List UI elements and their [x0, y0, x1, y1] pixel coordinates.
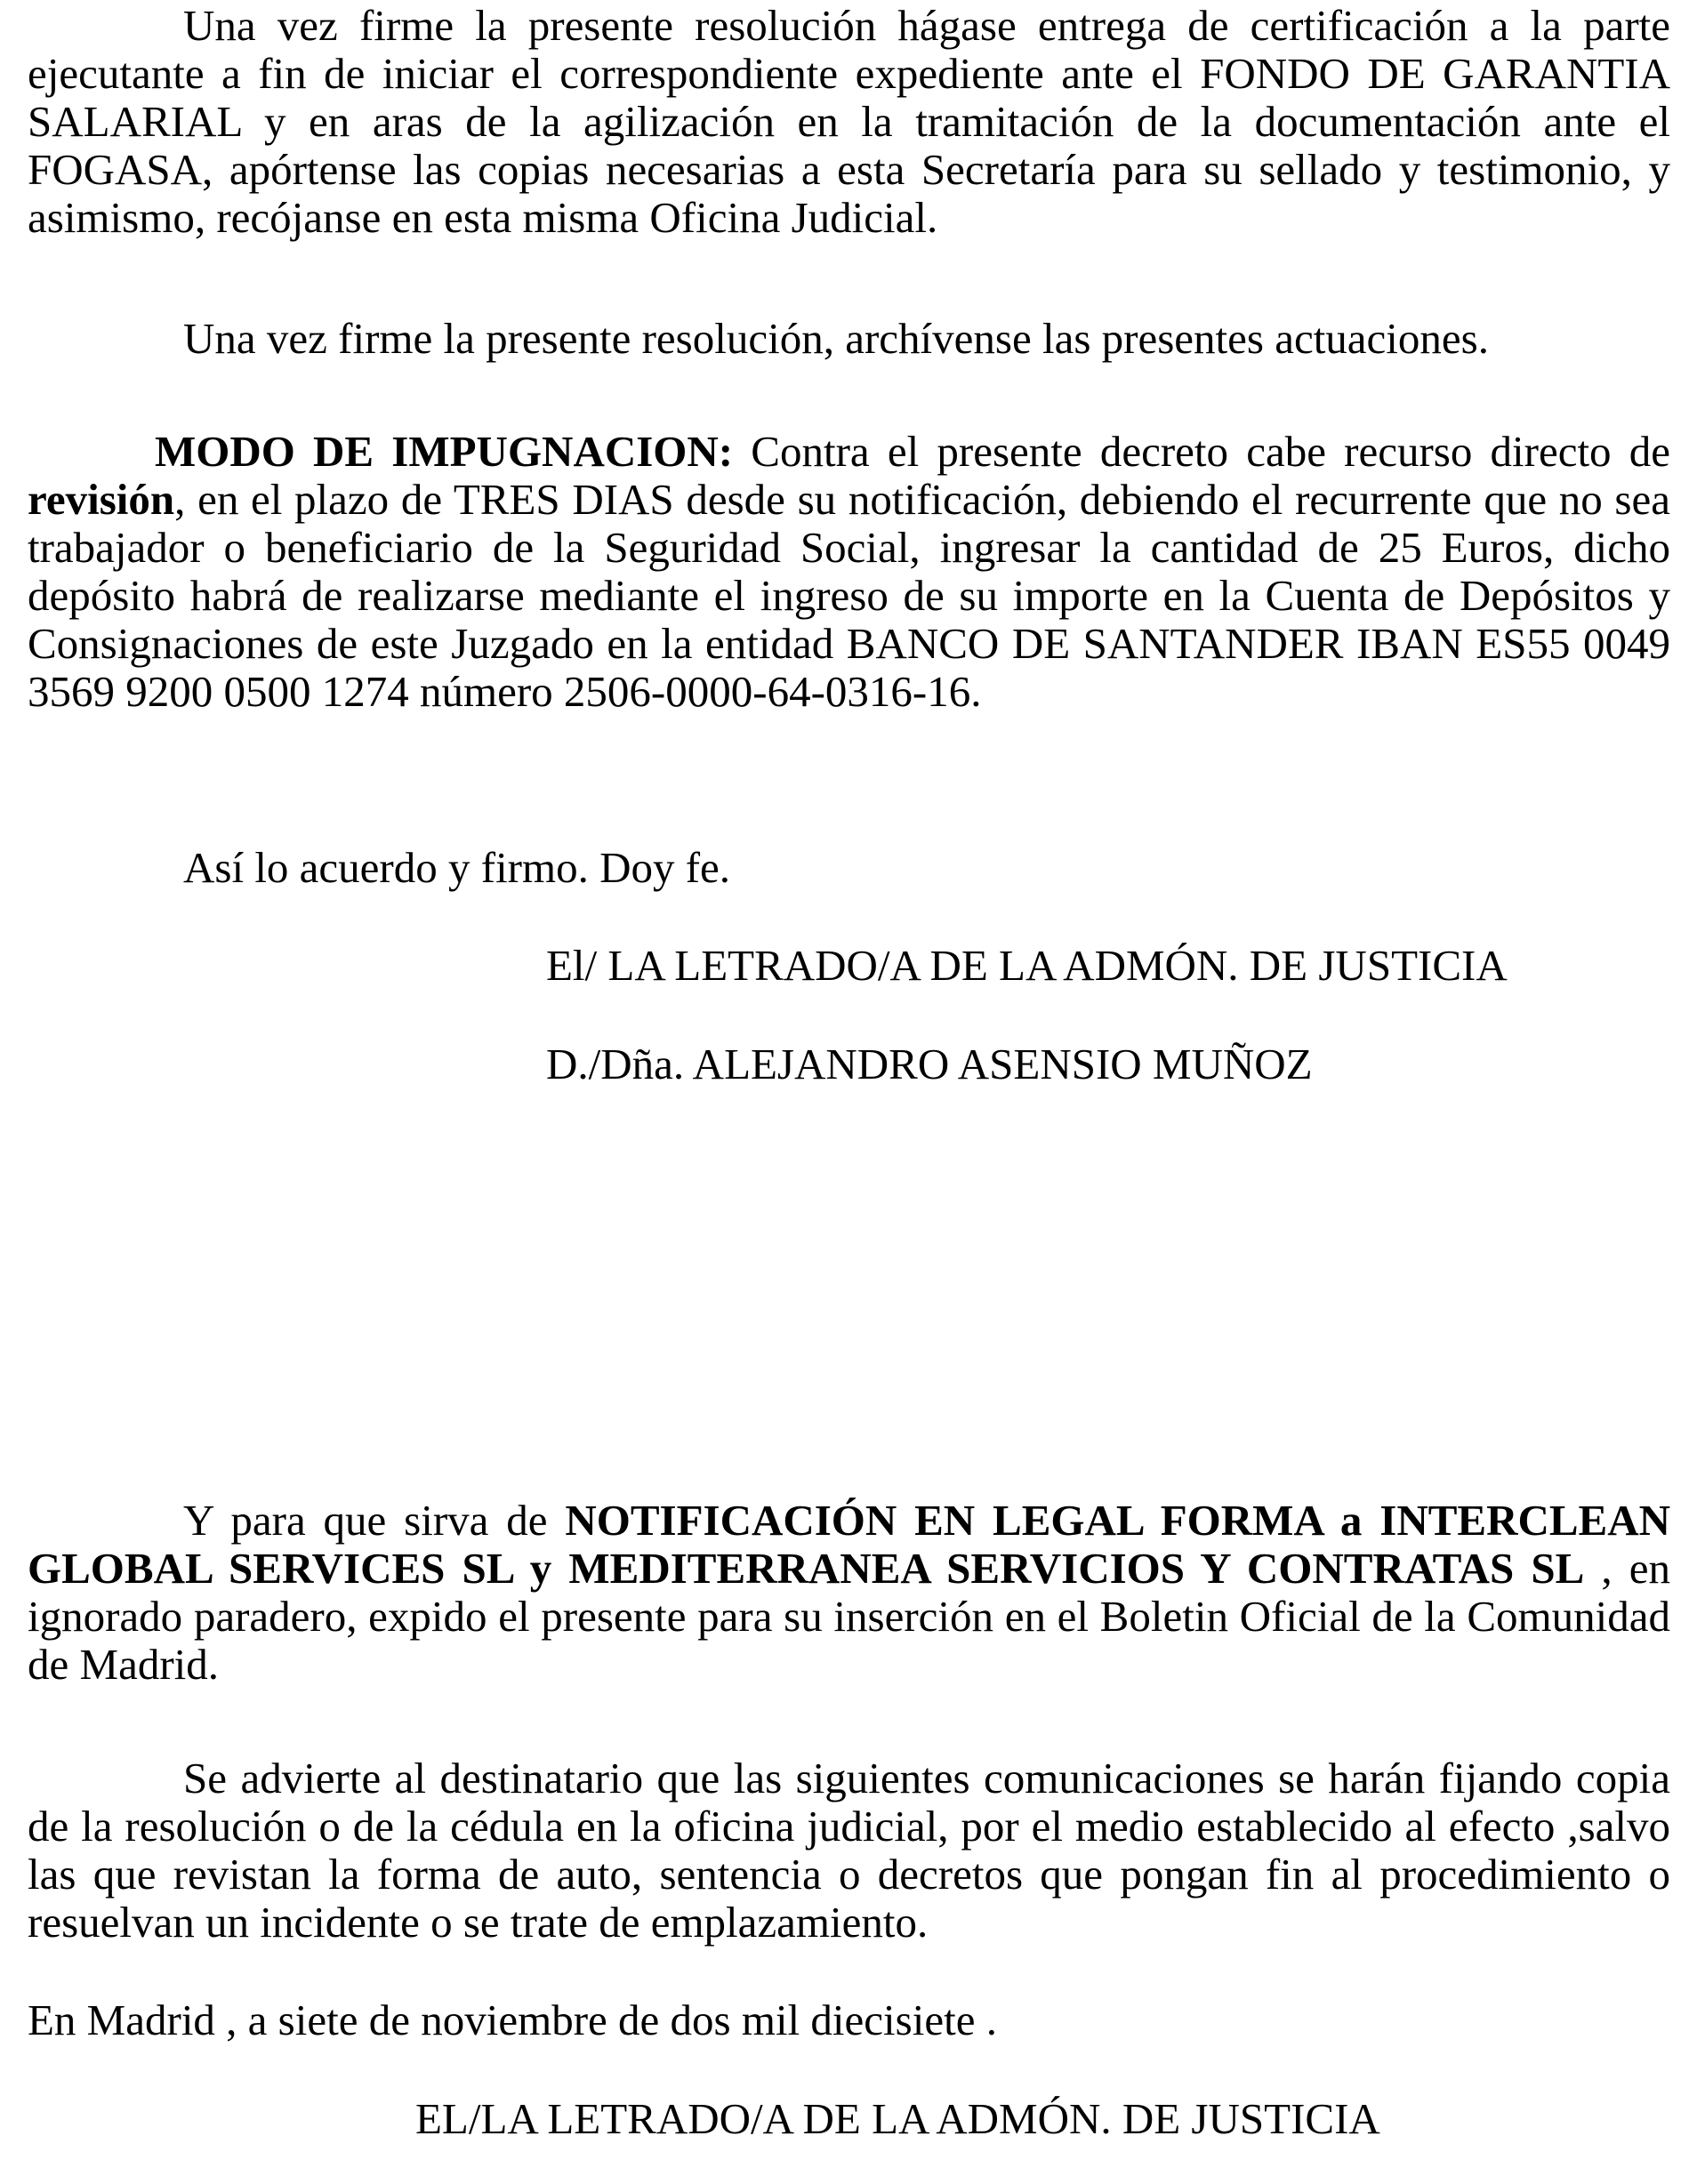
paragraph-fogasa-certification: Una vez firme la presente resolución hágase entrega de certificación a la parte ejecutante a fin de iniciar el correspondiente expediente ante el FONDO DE GARANTIA SALARIAL y en aras de la agilización en la tramitación de la documentación ante el FOGASA, apórtense las copias necesarias a esta Secretaría para su sellado y testimonio, y asimismo, recójanse en esta misma Oficina Judicial. — [28, 1, 1670, 242]
closing-statement: Así lo acuerdo y firmo. Doy fe. — [183, 843, 731, 892]
date-line: En Madrid , a siete de noviembre de dos mil diecisiete . — [28, 1995, 997, 2044]
revision-word: revisión — [28, 475, 175, 524]
impugnacion-heading: MODO DE IMPUGNACION: — [155, 427, 734, 476]
signature-name: D./Dña. ALEJANDRO ASENSIO MUÑOZ — [546, 1040, 1313, 1088]
impugnacion-text-b: , en el plazo de TRES DIAS desde su notificación, debiendo el recurrente que no sea trabajador o beneficiario de la Seguridad Social, ingresar la cantidad de 25 Euros, dicho depósito habrá de realizarse mediante el ingreso de su importe en la Cuenta de Depósitos y Consignaciones de este Juzgado en la entidad BANCO DE SANTANDER IBAN ES55 0049 3569 9200 0500 1274 número 2506-0000-64-0316-16. — [28, 475, 1670, 716]
notification-bold: NOTIFICACIÓN EN LEGAL FORMA a INTERCLEAN GLOBAL SERVICES SL y MEDITERRANEA SERVICIOS Y CONTRATAS SL — [28, 1496, 1670, 1593]
signature-title-1: El/ LA LETRADO/A DE LA ADMÓN. DE JUSTICIA — [546, 941, 1508, 990]
impugnacion-text-a: Contra el presente decreto cabe recurso directo de — [733, 427, 1670, 476]
paragraph-archive: Una vez firme la presente resolución, archívense las presentes actuaciones. — [183, 314, 1489, 363]
notification-text-b: , en ignorado paradero, expido el presente para su inserción en el Boletin Oficial de la Comunidad de Madrid. — [28, 1544, 1671, 1689]
notification-text-a: Y para que sirva de — [183, 1496, 566, 1545]
paragraph-advertencia: Se advierte al destinatario que las siguientes comunicaciones se harán fijando copia de la resolución o de la cédula en la oficina judicial, por el medio establecido al efecto ,salvo las que revistan la forma de auto, sentencia o decretos que pongan fin al procedimiento o resuelvan un incidente o se trate de emplazamiento. — [28, 1754, 1670, 1947]
signature-title-2: EL/LA LETRADO/A DE LA ADMÓN. DE JUSTICIA — [415, 2094, 1380, 2143]
paragraph-notification — [28, 1497, 1670, 1689]
paragraph-impugnacion — [28, 428, 1670, 716]
